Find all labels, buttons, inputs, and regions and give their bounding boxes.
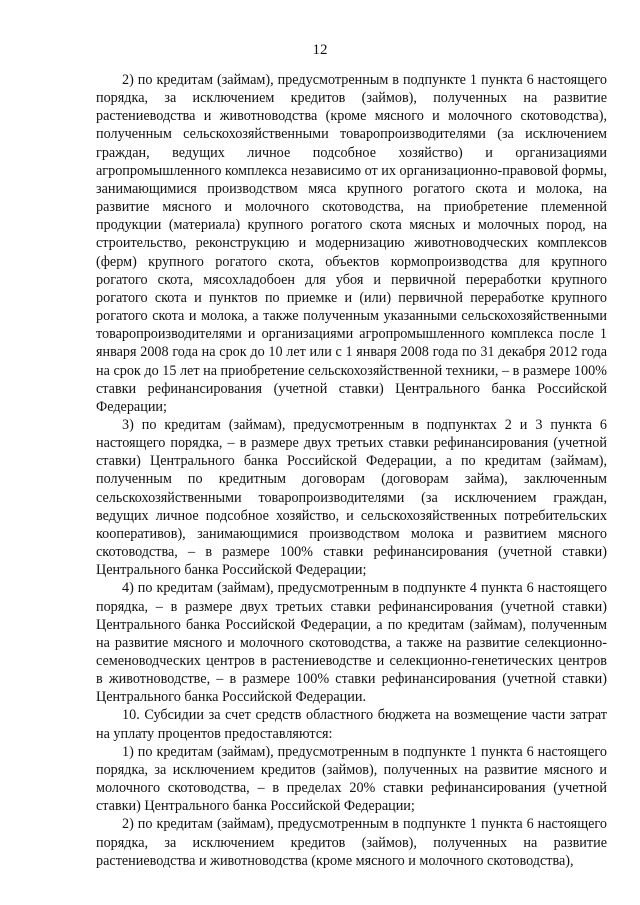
paragraph-subitem-3-two-thirds: 3) по кредитам (займам), предусмотренным в подпунктах 2 и 3 пункта 6 настоящего порядка, – в размере двух третьих ставки рефинансирования (учетной ставки) Центрального банка Российской Федерации, а по кредитам (займам), полученным по кредитным договорам (договорам займа), заключенным сельскохозяйственными товаропроизводителями (за исключением граждан, ведущих личное подсобное хозяйство, и сельскохозяйственных потребительских кооперативов), занимающимися производством молока и развитием мясного скотоводства, – в размере 100% ставки рефинансирования (учетной ставки) Центрального банка Российской Федерации; [96, 416, 607, 579]
document-body [96, 71, 607, 870]
paragraph-regional-subitem-2: 2) по кредитам (займам), предусмотренным в подпункте 1 пункта 6 настоящего порядка, за исключением кредитов (займов), полученных на развитие растениеводства и животноводства (кроме мясного и молочного скотоводства), [96, 816, 607, 869]
paragraph-regional-subitem-1: 1) по кредитам (займам), предусмотренным в подпункте 1 пункта 6 настоящего порядка, за исключением кредитов (займов), полученных на развитие мясного и молочного скотоводства, – в пределах 20% ставки рефинансирования (учетной ставки) Центрального банка Российской Федерации; [96, 743, 607, 815]
paragraph-subitem-2-rate-100: 2) по кредитам (займам), предусмотренным в подпункте 1 пункта 6 настоящего порядка, за исключением кредитов (займов), полученных на развитие растениеводства и животноводства (кроме мясного и молочного скотоводства), полученным сельскохозяйственными товаропроизводителями (за исключением граждан, ведущих личное подсобное хозяйство) и организациями агропромышленного комплекса независимо от их организационно-правовой формы, занимающимися производством мяса крупного рогатого скота и молока, на развитие мясного и молочного скотоводства, на приобретение племенной продукции (материала) крупного рогатого скота мясных и молочных пород, на строительство, реконструкцию и модернизацию животноводческих комплексов (ферм) крупного рогатого скота, объектов кормопроизводства для крупного рогатого скота, мясохладобоен для убоя и первичной переработки крупного рогатого скота и пунктов по приемке и (или) первичной переработке крупного рогатого скота и молока, а также полученным указанными сельскохозяйственными товаропроизводителями и организациями агропромышленного комплекса после 1 января 2008 года на срок до 10 лет или с 1 января 2008 года по 31 декабря 2012 года на срок до 15 лет на приобретение сельскохозяйственной техники, – в размере 100% ставки рефинансирования (учетной ставки) Центрального банка Российской Федерации; [96, 72, 607, 415]
paragraph-subitem-4-two-thirds: 4) по кредитам (займам), предусмотренным в подпункте 4 пункта 6 настоящего порядка, – в размере двух третьих ставки рефинансирования (учетной ставки) Центрального банка Российской Федерации, а по кредитам (займам), полученным на развитие мясного и молочного скотоводства, а также на развитие селекционно-семеноводческих центров в растениеводстве и селекционно-генетических центров в животноводстве, – в размере 100% ставки рефинансирования (учетной ставки) Центрального банка Российской Федерации. [96, 580, 607, 706]
paragraph-item-10-regional-subsidies: 10. Субсидии за счет средств областного бюджета на возмещение части затрат на уплату процентов предоставляются: [96, 707, 607, 742]
page-number: 12 [312, 42, 328, 58]
